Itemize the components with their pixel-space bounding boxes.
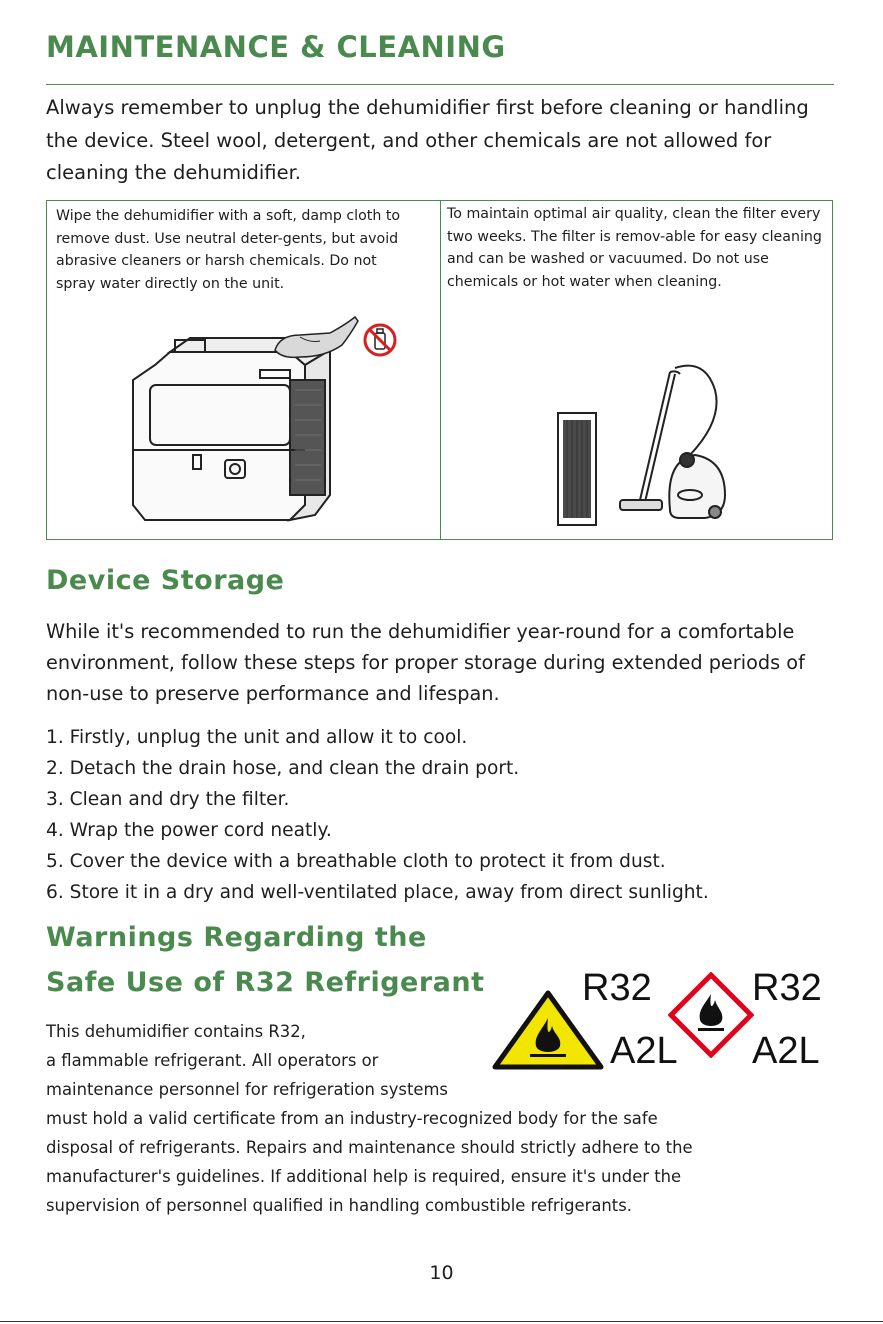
intro-text: Always remember to unplug the dehumidifier first before cleaning or handling the device. Steel wool, detergent, and other chemicals are not allowed for cleaning the dehumidifier. (46, 96, 809, 184)
warning-line: manufacturer's guidelines. If additional help is required, ensure it's under the (46, 1167, 682, 1186)
page-number: 10 (429, 1262, 454, 1284)
storage-step: 5. Cover the device with a breathable cloth to protect it from dust. (46, 851, 666, 872)
page-title: MAINTENANCE & CLEANING (46, 30, 506, 64)
storage-step: 1. Firstly, unplug the unit and allow it to cool. (46, 727, 468, 748)
bottom-rule (0, 1321, 883, 1322)
filter-illustration (555, 410, 600, 528)
storage-heading: Device Storage (46, 565, 285, 596)
vacuum-illustration (615, 360, 730, 530)
diamond-label-r32: R32 (752, 967, 822, 1009)
filter-instructions: To maintain optimal air quality, clean the filter every two weeks. The filter is remov-able for easy cleaning and can be washed or vacuumed. Do not use chemicals or hot water when cleaning. (447, 206, 822, 290)
title-divider (46, 84, 834, 85)
storage-step: 3. Clean and dry the filter. (46, 789, 290, 810)
wipe-instructions: Wipe the dehumidifier with a soft, damp cloth to remove dust. Use neutral deter-gents, but avoid abrasive cleaners or harsh chemicals. Do not spray water directly on the unit. (56, 208, 401, 292)
warning-line: supervision of personnel qualified in handling combustible refrigerants. (46, 1196, 632, 1215)
storage-intro: While it's recommended to run the dehumidifier year-round for a comfortable environment, follow these steps for proper storage during extended periods of non-use to preserve performance and lifespan. (46, 620, 805, 705)
warnings-heading-line2: Safe Use of R32 Refrigerant (46, 967, 485, 998)
cleaning-box-divider (440, 200, 441, 540)
triangle-label-a2l: A2L (610, 1030, 678, 1072)
warning-line: disposal of refrigerants. Repairs and maintenance should strictly adhere to the (46, 1138, 693, 1157)
warning-line: must hold a valid certificate from an industry-recognized body for the safe (46, 1109, 658, 1128)
triangle-label-r32: R32 (582, 967, 652, 1009)
storage-step: 6. Store it in a dry and well-ventilated place, away from direct sunlight. (46, 882, 709, 903)
storage-step: 2. Detach the drain hose, and clean the drain port. (46, 758, 520, 779)
warnings-heading-line1: Warnings Regarding the (46, 922, 427, 953)
storage-step: 4. Wrap the power cord neatly. (46, 820, 332, 841)
warning-line: This dehumidifier contains R32, (46, 1022, 306, 1041)
diamond-label-a2l: A2L (752, 1030, 820, 1072)
hand-cloth-icon (270, 315, 360, 365)
warning-line: a flammable refrigerant. All operators or (46, 1051, 379, 1070)
no-chemicals-icon (362, 322, 398, 358)
ghs-flammable-diamond-icon (668, 972, 754, 1058)
warning-line: maintenance personnel for refrigeration systems (46, 1080, 448, 1099)
